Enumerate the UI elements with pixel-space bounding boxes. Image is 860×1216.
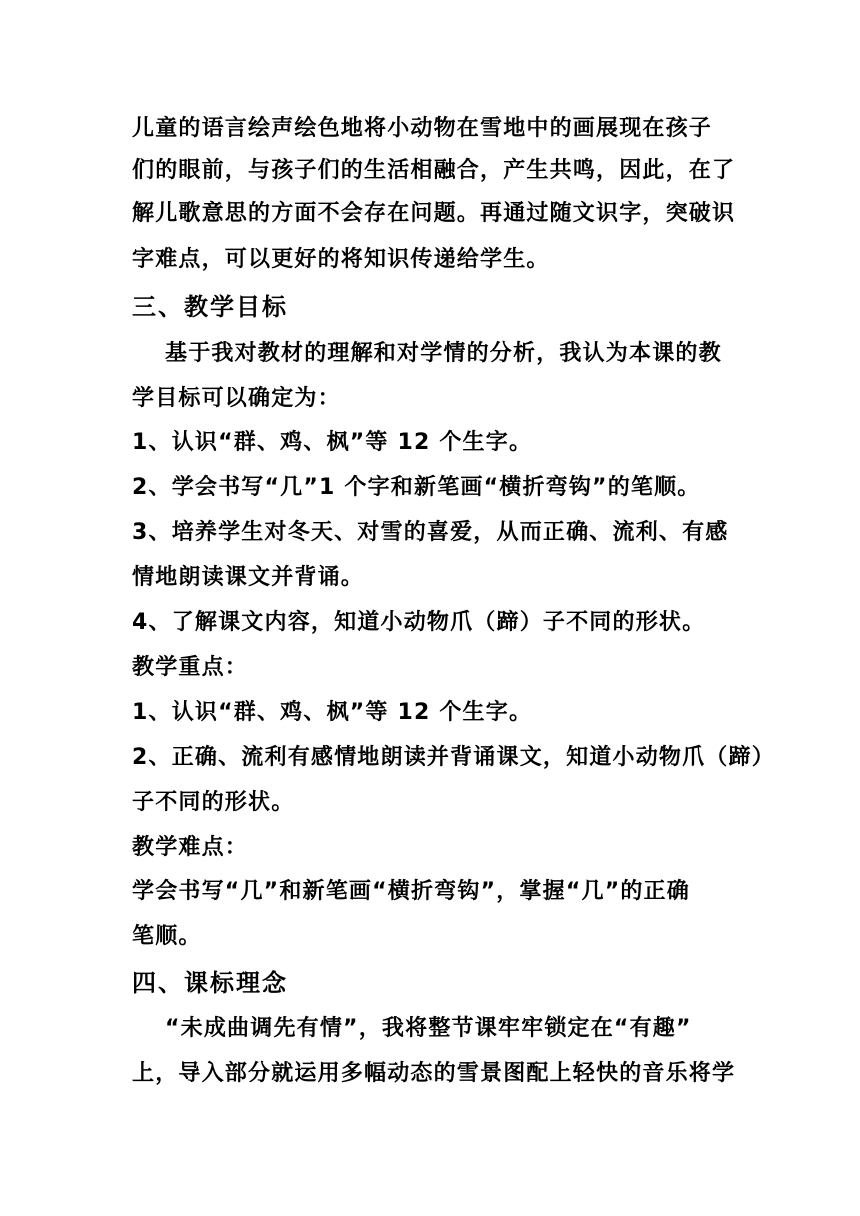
paragraph-line: 子不同的形状。 bbox=[132, 790, 295, 815]
paragraph-line: 字难点，可以更好的将知识传递给学生。 bbox=[132, 247, 550, 272]
list-item: 3、培养学生对冬天、对雪的喜爱，从而正确、流利、有感 bbox=[132, 520, 729, 545]
paragraph-line: 学目标可以确定为： bbox=[132, 386, 341, 411]
paragraph-line: 学会书写“几”和新笔画“横折弯钩”，掌握“几”的正确 bbox=[132, 879, 690, 904]
paragraph-line: 们的眼前，与孩子们的生活相融合，产生共鸣，因此，在了 bbox=[132, 158, 736, 183]
list-item: 2、正确、流利有感情地朗读并背诵课文，知道小动物爪（蹄） bbox=[132, 745, 775, 770]
subheading: 教学难点： bbox=[132, 835, 249, 860]
section-heading: 三、教学目标 bbox=[132, 293, 288, 321]
paragraph-line: 上，导入部分就运用多幅动态的雪景图配上轻快的音乐将学 bbox=[132, 1061, 736, 1086]
list-item: 1、认识“群、鸡、枫”等 12 个生字。 bbox=[132, 700, 533, 725]
paragraph-line: 儿童的语言绘声绘色地将小动物在雪地中的画展现在孩子 bbox=[132, 116, 713, 141]
list-item: 4、了解课文内容，知道小动物爪（蹄）子不同的形状。 bbox=[132, 610, 706, 635]
paragraph-line: “未成曲调先有情”，我将整节课牢牢锁定在“有趣” bbox=[165, 1016, 692, 1041]
section-heading: 四、课标理念 bbox=[132, 969, 288, 997]
subheading: 教学重点： bbox=[132, 655, 249, 680]
list-item: 1、认识“群、鸡、枫”等 12 个生字。 bbox=[132, 430, 533, 455]
paragraph-line: 解儿歌意思的方面不会存在问题。再通过随文识字，突破识 bbox=[132, 201, 736, 226]
paragraph-line: 笔顺。 bbox=[132, 924, 202, 949]
paragraph-line: 情地朗读课文并背诵。 bbox=[132, 565, 365, 590]
list-item: 2、学会书写“几”1 个字和新笔画“横折弯钩”的笔顺。 bbox=[132, 475, 701, 500]
paragraph-line: 基于我对教材的理解和对学情的分析，我认为本课的教 bbox=[165, 341, 722, 366]
